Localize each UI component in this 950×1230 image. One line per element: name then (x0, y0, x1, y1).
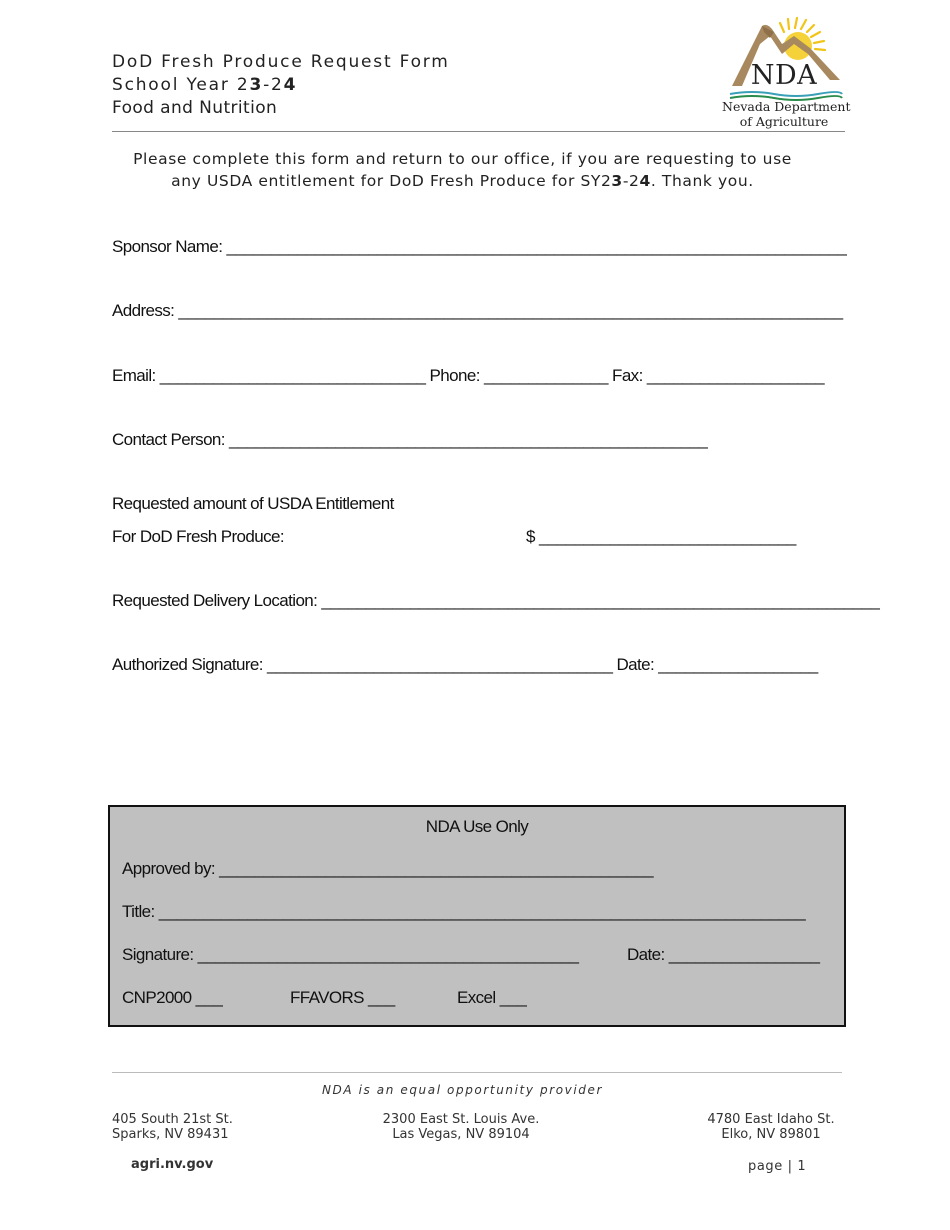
logo-line2: of Agriculture (739, 114, 829, 129)
intro-sy-digit-b: 4 (639, 172, 651, 190)
school-year-digit-b: 4 (283, 75, 298, 95)
equal-opportunity-statement: NDA is an equal opportunity provider (321, 1083, 604, 1097)
box-signature-label: Signature: (122, 945, 194, 964)
las-vegas-city: Las Vegas, NV 89104 (392, 1127, 530, 1142)
box-signature-line[interactable]: ___________________________________________ (197, 945, 579, 964)
elko-city: Elko, NV 89801 (721, 1127, 821, 1142)
requested-amount-label-2: For DoD Fresh Produce: (112, 527, 284, 546)
address-field[interactable] (112, 301, 843, 321)
nda-logo (722, 14, 851, 132)
intro-sy-digit-a: 3 (611, 172, 623, 190)
ffavors-check[interactable]: FFAVORS ___ (290, 988, 395, 1007)
elko-street: 4780 East Idaho St. (707, 1112, 835, 1127)
signature-row (112, 655, 818, 675)
authorized-signature-line[interactable]: _______________________________________ (267, 655, 613, 674)
approved-by-line[interactable]: _________________________________________________ (219, 859, 653, 878)
title-field[interactable] (122, 902, 805, 922)
contact-person-line[interactable]: ______________________________________________________ (229, 430, 708, 449)
box-signature-field[interactable] (122, 945, 578, 965)
page-number: page | 1 (748, 1159, 807, 1174)
authorized-signature-label: Authorized Signature: (112, 655, 263, 674)
las-vegas-office-address (351, 1112, 571, 1142)
intro-sy-sep: -2 (622, 172, 640, 190)
intro-line2-prefix: any USDA entitlement for DoD Fresh Produce for SY2 (171, 172, 612, 190)
requested-amount-label-1: Requested amount of USDA Entitlement (112, 494, 394, 513)
school-year-sep: -2 (263, 75, 284, 95)
delivery-location-line[interactable]: _______________________________________________________________ (321, 591, 880, 610)
requested-amount-line[interactable]: _____________________________ (538, 527, 796, 546)
form-title: DoD Fresh Produce Request Form (112, 52, 450, 72)
box-date-label: Date: (627, 945, 665, 964)
sparks-city: Sparks, NV 89431 (112, 1127, 229, 1142)
requested-amount-field[interactable] (526, 527, 796, 547)
logo-line1: Nevada Department (722, 99, 851, 114)
approved-by-label: Approved by: (122, 859, 215, 878)
address-label: Address: (112, 301, 175, 320)
signature-date-label: Date: (616, 655, 655, 674)
school-year-digit-a: 3 (249, 75, 264, 95)
logo-abbr: NDA (750, 60, 818, 91)
signature-date-line[interactable]: __________________ (658, 655, 818, 674)
box-date-line[interactable]: _________________ (668, 945, 820, 964)
fax-label: Fax: (612, 366, 643, 385)
department-name: Food and Nutrition (112, 98, 278, 118)
elko-office-address (661, 1112, 881, 1142)
sponsor-name-line[interactable]: ______________________________________________________________________ (226, 237, 847, 256)
delivery-location-label: Requested Delivery Location: (112, 591, 318, 610)
contact-person-field[interactable] (112, 430, 707, 450)
cnp2000-check[interactable]: CNP2000 ___ (122, 988, 223, 1007)
website-link[interactable]: agri.nv.gov (131, 1157, 214, 1172)
las-vegas-street: 2300 East St. Louis Ave. (382, 1112, 540, 1127)
delivery-location-field[interactable] (112, 591, 879, 611)
intro-line2 (0, 172, 925, 190)
sparks-office-address (112, 1112, 233, 1142)
email-label: Email: (112, 366, 156, 385)
fax-line[interactable]: ____________________ (646, 366, 824, 385)
sparks-street: 405 South 21st St. (112, 1112, 233, 1127)
address-line[interactable]: ___________________________________________________________________________ (178, 301, 843, 320)
phone-line[interactable]: ______________ (483, 366, 608, 385)
nda-use-only-title: NDA Use Only (425, 817, 529, 836)
footer-divider (112, 1072, 842, 1073)
school-year (112, 75, 297, 95)
intro-line1: Please complete this form and return to our office, if you are requesting to use (133, 150, 792, 168)
dollar-sign: $ (526, 527, 535, 546)
school-year-prefix: School Year 2 (112, 75, 250, 95)
excel-check[interactable]: Excel ___ (457, 988, 527, 1007)
nda-use-only-box (108, 805, 846, 1027)
email-line[interactable]: ______________________________ (159, 366, 426, 385)
contact-person-label: Contact Person: (112, 430, 225, 449)
contact-info-row (112, 366, 824, 386)
intro-line2-suffix: . Thank you. (650, 172, 754, 190)
phone-label: Phone: (429, 366, 480, 385)
approved-by-field[interactable] (122, 859, 653, 879)
sponsor-name-label: Sponsor Name: (112, 237, 223, 256)
sponsor-name-field[interactable] (112, 237, 846, 257)
title-line[interactable]: _________________________________________________________________________ (158, 902, 806, 921)
box-date-field[interactable] (627, 945, 819, 965)
header-divider (112, 131, 845, 132)
title-label: Title: (122, 902, 155, 921)
